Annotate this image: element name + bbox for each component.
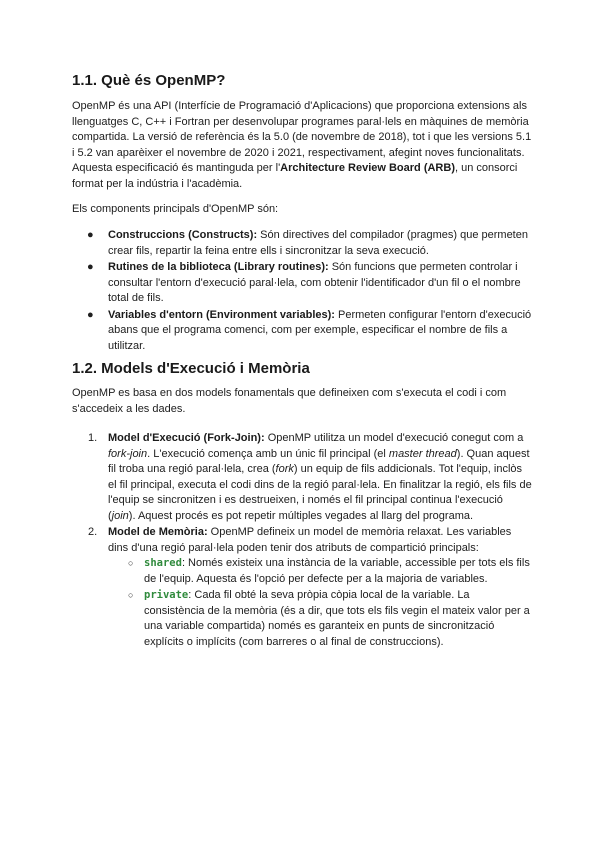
models-list [72, 431, 532, 651]
paragraph-tail: , un consorci format per la indústria i l'acadèmia. [72, 162, 518, 190]
list-item-term: Model d'Execució (Fork-Join): [108, 432, 265, 444]
italic-term: join [111, 509, 129, 522]
text-fragment: ). Quan aquest fil troba una regió paral·lela, crea ( [108, 447, 530, 475]
section-heading-1: 1.1. Què és OpenMP? [72, 72, 226, 89]
list-item [72, 228, 532, 259]
circle-bullet-icon: ○ [128, 558, 134, 568]
list-item-text: Són directives del compilador (pragmes) que permeten crear fils, repartir la feina entre ells i sincronitzar la seva execució. [108, 229, 528, 257]
italic-term: fork-join [108, 447, 148, 460]
italic-term: fork [275, 463, 294, 475]
list-item [72, 308, 532, 355]
paragraph-models-intro: OpenMP es basa en dos models fonamentals que defineixen com s'executa el codi i com s'accedeix a les dades. [72, 387, 507, 415]
bold-arb: Architecture Review Board (ARB) [280, 162, 455, 174]
sub-list-item-text: : Cada fil obté la seva pròpia còpia local de la variable. La consistència de la memòria (és a dir, que tots els fils vegin el mateix valor per a una variable compartida) només es garanteix en punts de sincronització explícits o implícits (com barreres o al final de construccions). [144, 589, 530, 648]
list-number: 2. [88, 526, 98, 538]
list-item-text: Permeten configurar l'entorn d'execució abans que el programa comenci, com per exemple, especificar el nombre de fils a utilitzar. [108, 308, 532, 352]
code-keyword-shared: shared [144, 557, 182, 569]
italic-term: master thread [388, 447, 457, 460]
list-item-text: OpenMP defineix un model de memòria relaxat. Les variables dins d'una regió paral·lela poden tenir dos atributs de compartició principals: [108, 526, 512, 554]
text-fragment: OpenMP utilitza un model d'execució conegut com a [264, 432, 524, 444]
sub-list-item-text: : Només existeix una instància de la variable, accessible per tots els fils de l'equip. Aquesta és l'opció per defecte per a la majoria de variables. [144, 557, 530, 585]
components-list [72, 228, 532, 355]
section-heading-2: 1.2. Models d'Execució i Memòria [72, 360, 310, 377]
list-item-term: Rutines de la biblioteca (Library routines): [108, 261, 329, 273]
paragraph-components-intro: Els components principals d'OpenMP són: [72, 203, 279, 215]
list-item-memory-model [72, 525, 532, 650]
text-fragment: . L'execució comença amb un únic fil principal (el [147, 447, 389, 460]
text-fragment: ). Aquest procés es pot repetir múltiples vegades al llarg del programa. [128, 509, 474, 522]
list-item-execution-model [72, 431, 532, 524]
list-item-term: Model de Memòria: [108, 526, 208, 538]
list-number: 1. [88, 432, 98, 444]
bullet-icon: ● [87, 229, 94, 241]
list-item-text: Són funcions que permeten controlar i consultar l'entorn d'execució paral·lela, com obtenir l'identificador d'un fil o el nombre total de fils. [108, 261, 521, 304]
bullet-icon: ● [87, 308, 94, 321]
sharing-attributes-list [108, 556, 532, 650]
list-item-term: Construccions (Constructs): [108, 229, 258, 241]
bullet-icon: ● [87, 261, 94, 273]
list-item-term: Variables d'entorn (Environment variables): [108, 308, 335, 321]
paragraph-openmp-definition [72, 99, 532, 192]
circle-bullet-icon: ○ [128, 590, 134, 600]
list-item [72, 260, 532, 307]
sub-list-item-private [108, 588, 532, 650]
text-fragment: ) un equip de fils addicionals. Tot l'equip, inclòs el fil principal, executa el codi dins de la regió paral·lela. En finalitzar la regió, els fils de l'equip se sincronitzen i es destrueixen, i només el fil principal continua l'execució ( [108, 463, 532, 522]
code-keyword-private: private [144, 589, 189, 601]
sub-list-item-shared [108, 556, 532, 587]
paragraph-text: OpenMP és una API (Interfície de Programació d'Aplicacions) que proporciona extensions als llenguatges C, C++ i Fortran per desenvolupar programes paral·lels en màquines de memòria compartida. La versió de referència és la 5.0 (de novembre de 2018), tot i que les versions 5.1 i 5.2 van aparèixer el novembre de 2020 i 2021, respectivament, afegint noves funcionalitats. Aquesta especificació és mantinguda per l' [72, 100, 532, 174]
